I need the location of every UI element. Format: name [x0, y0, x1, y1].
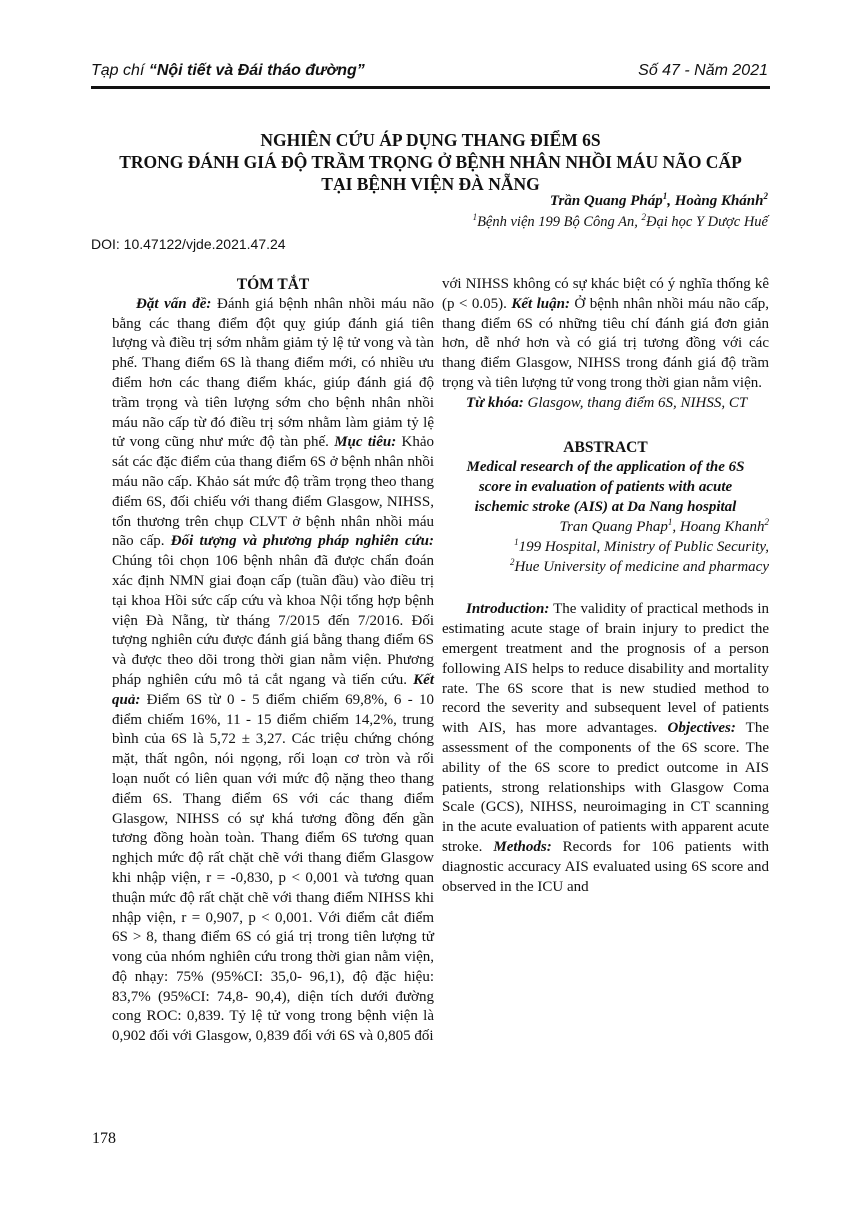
abstract-authors: Tran Quang Phap$^1$, Hoang Khanh$^2$: [559, 517, 769, 536]
aff-2-sup: 2: [641, 212, 647, 223]
keywords-text: Glasgow, thang điểm 6S, NIHSS, CT: [523, 394, 748, 411]
title-line-3: TẠI BỆNH VIỆN ĐÀ NẴNG: [321, 174, 540, 194]
column-left: [112, 275, 434, 1047]
page-header: [91, 62, 770, 84]
author-sep: ,: [667, 193, 675, 209]
keywords: [442, 394, 769, 414]
authors: [550, 193, 768, 210]
text-objectives: Khảo sát các đặc điểm của thang điểm 6S ở bệnh nhân nhồi máu não cấp. Khảo sát mức độ trầm trọng theo thang điểm 6S, đối chiếu với thang điểm Glasgow, NIHSS, tổn thương trên chụp CLVT ở bệnh nhân nhồi máu não cấp.: [112, 434, 434, 550]
abstract-affiliation-1: $^1$199 Hospital, Ministry of Public Security,: [514, 537, 769, 556]
abstract-affiliation-2: $^2$Hue University of medicine and pharmacy: [509, 557, 769, 576]
issue-label: Số 47 - Năm 2021: [638, 62, 768, 79]
journal-title: “Nội tiết và Đái tháo đường”: [148, 62, 365, 79]
column-right: [442, 275, 769, 897]
aff-1-sup: 1: [472, 212, 478, 223]
abstract-title: Medical research of the application of the 6S score in evaluation of patients with acute ischemic stroke (AIS) at Da Nang hospital: [466, 459, 745, 516]
title-line-1: NGHIÊN CỨU ÁP DỤNG THANG ĐIỂM 6S: [260, 130, 601, 150]
author-1: Trần Quang Pháp: [549, 193, 663, 209]
abstract-heading: ABSTRACT: [563, 438, 648, 456]
author-2-sup: 2: [763, 191, 768, 201]
journal-prefix: Tạp chí: [91, 62, 149, 79]
header-divider: [91, 86, 770, 89]
summary-heading: TÓM TẮT: [236, 276, 310, 293]
text-results: với NIHSS không có sự khác biệt có ý nghĩa thống kê (p < 0.05).: [442, 276, 769, 312]
keywords-label: Từ khóa:: [466, 394, 524, 411]
label-conclusion: Kết luận:: [511, 295, 570, 312]
affiliations: [473, 214, 768, 231]
text-methods: Chúng tôi chọn 106 bệnh nhân đã được chẩn đoán xác định NMN giai đoạn cấp (tuần đầu) vào điều trị tại khoa Hồi sức cấp cứu và khoa Nội tổng hợp bệnh viện Đà Nẵng, từ tháng 7/2015 đến 7/2016. Đối tượng nghiên cứu được đánh giá bằng thang điểm 6S và được theo dõi trong thời gian nằm viện. Phương pháp nghiên cứu mô tả cắt ngang và tiến cứu.: [112, 553, 434, 688]
text-background: Đánh giá bệnh nhân nhồi máu não bằng các thang điểm đột quỵ giúp đánh giá tiên lượng và điều trị sớm nhằm giảm tỷ lệ tử vong và tàn phế. Thang điểm 6S là thang điểm mới, có nhiều ưu điểm hơn các thang điểm khác, giúp đánh giá độ trầm trọng và tiên lượng sớm cho bệnh nhân nhồi máu não cấp từ đó điều trị sớm nhằm làm giảm tỷ lệ tử vong cũng như mức độ tàn phế.: [112, 295, 434, 451]
summary-paragraph: [112, 295, 434, 1047]
author-2: Hoàng Khánh: [674, 193, 764, 209]
title-line-2: TRONG ĐÁNH GIÁ ĐỘ TRẦM TRỌNG Ở BỆNH NHÂN NHỒI MÁU NÃO CẤP: [119, 152, 742, 172]
page-number: 178: [92, 1130, 116, 1147]
label-objectives: Mục tiêu:: [334, 434, 397, 451]
aff-2: Đại học Y Dược Huế: [646, 214, 768, 230]
text-results: Điểm 6S từ 0 - 5 điểm chiếm 69,8%, 6 - 10 điểm chiếm 16%, 11 - 15 điểm chiếm 14,2%, trung bình của 6S là 5,72 ± 3,27. Các triệu chứng chóng mặt, thất ngôn, nói ngọng, rối loạn cơ tròn và rối loạn nuốt có liên quan với mức độ nặng theo thang điểm 6S. Thang điểm 6S với các thang điểm Glasgow, NIHSS có sự khá tương đồng đến gần tương đồng hoàn toàn. Thang điểm 6S tương quan nghịch mức độ rất chặt chẽ với thang điểm Glasgow khi nhập viện, r = -0,830, p < 0,001 và tương quan thuận mức độ rất chặt chẽ với thang điểm NIHSS khi nhập viện, r = 0,907, p < 0,001. Với điểm cắt điểm 6S > 8, thang điểm 6S có giá trị trong tiên lượng tử vong của nhóm nghiên cứu trong thời gian nằm viện, độ nhạy: 75% (95%CI: 35,0- 96,1), độ đặc hiệu: 83,7% (95%CI: 74,8- 90,4), diện tích dưới đường cong ROC: 0,839. Tỷ lệ tử vong trong bệnh viện là 0,902 đối với Glasgow, 0,839 đối với 6S và 0,805 đối: [112, 691, 434, 1045]
text-conclusion: Ở bệnh nhân nhồi máu não cấp, thang điểm 6S có những tiêu chí đánh giá đơn giản hơn, dễ nhớ hơn và có giá trị tương đồng với các thang điểm Glasgow, NIHSS trong đánh giá độ trầm trọng và tiên lượng tử vong trong thời gian nằm viện.: [442, 295, 769, 391]
summary-paragraph-continued: [442, 275, 769, 394]
doi[interactable]: DOI: 10.47122/vjde.2021.47.24: [91, 236, 286, 252]
author-1-sup: 1: [662, 191, 668, 201]
journal-name: [91, 62, 365, 80]
label-background: Đặt vấn đề:: [136, 295, 212, 312]
abstract-paragraph: Introduction: The validity of practical methods in estimating acute stage of brain injury to predict the emergent treatment and the prognosis of a person following AIS helps to reduce disability and mortality rate. The 6S score that is new studied method to record the severity and subsequent level of patients with AIS, has more advantages. Objectives: The assessment of the components of the 6S score. The ability of the 6S score to predict outcome in AIS patients, strong relationships with Glasgow Coma Scale (GCS), NIHSS, neuroimaging in CT scanning in the acute evaluation of patients with apparent acute stroke. Methods: Records for 106 patients with diagnostic accuracy AIS evaluated using 6S score and observed in the ICU and: [442, 601, 769, 895]
label-methods: Đối tượng và phương pháp nghiên cứu:: [170, 533, 434, 550]
aff-1: Bệnh viện 199 Bộ Công An,: [477, 214, 642, 230]
label-results: Kết quả:: [112, 671, 434, 708]
article-title: [91, 129, 770, 195]
